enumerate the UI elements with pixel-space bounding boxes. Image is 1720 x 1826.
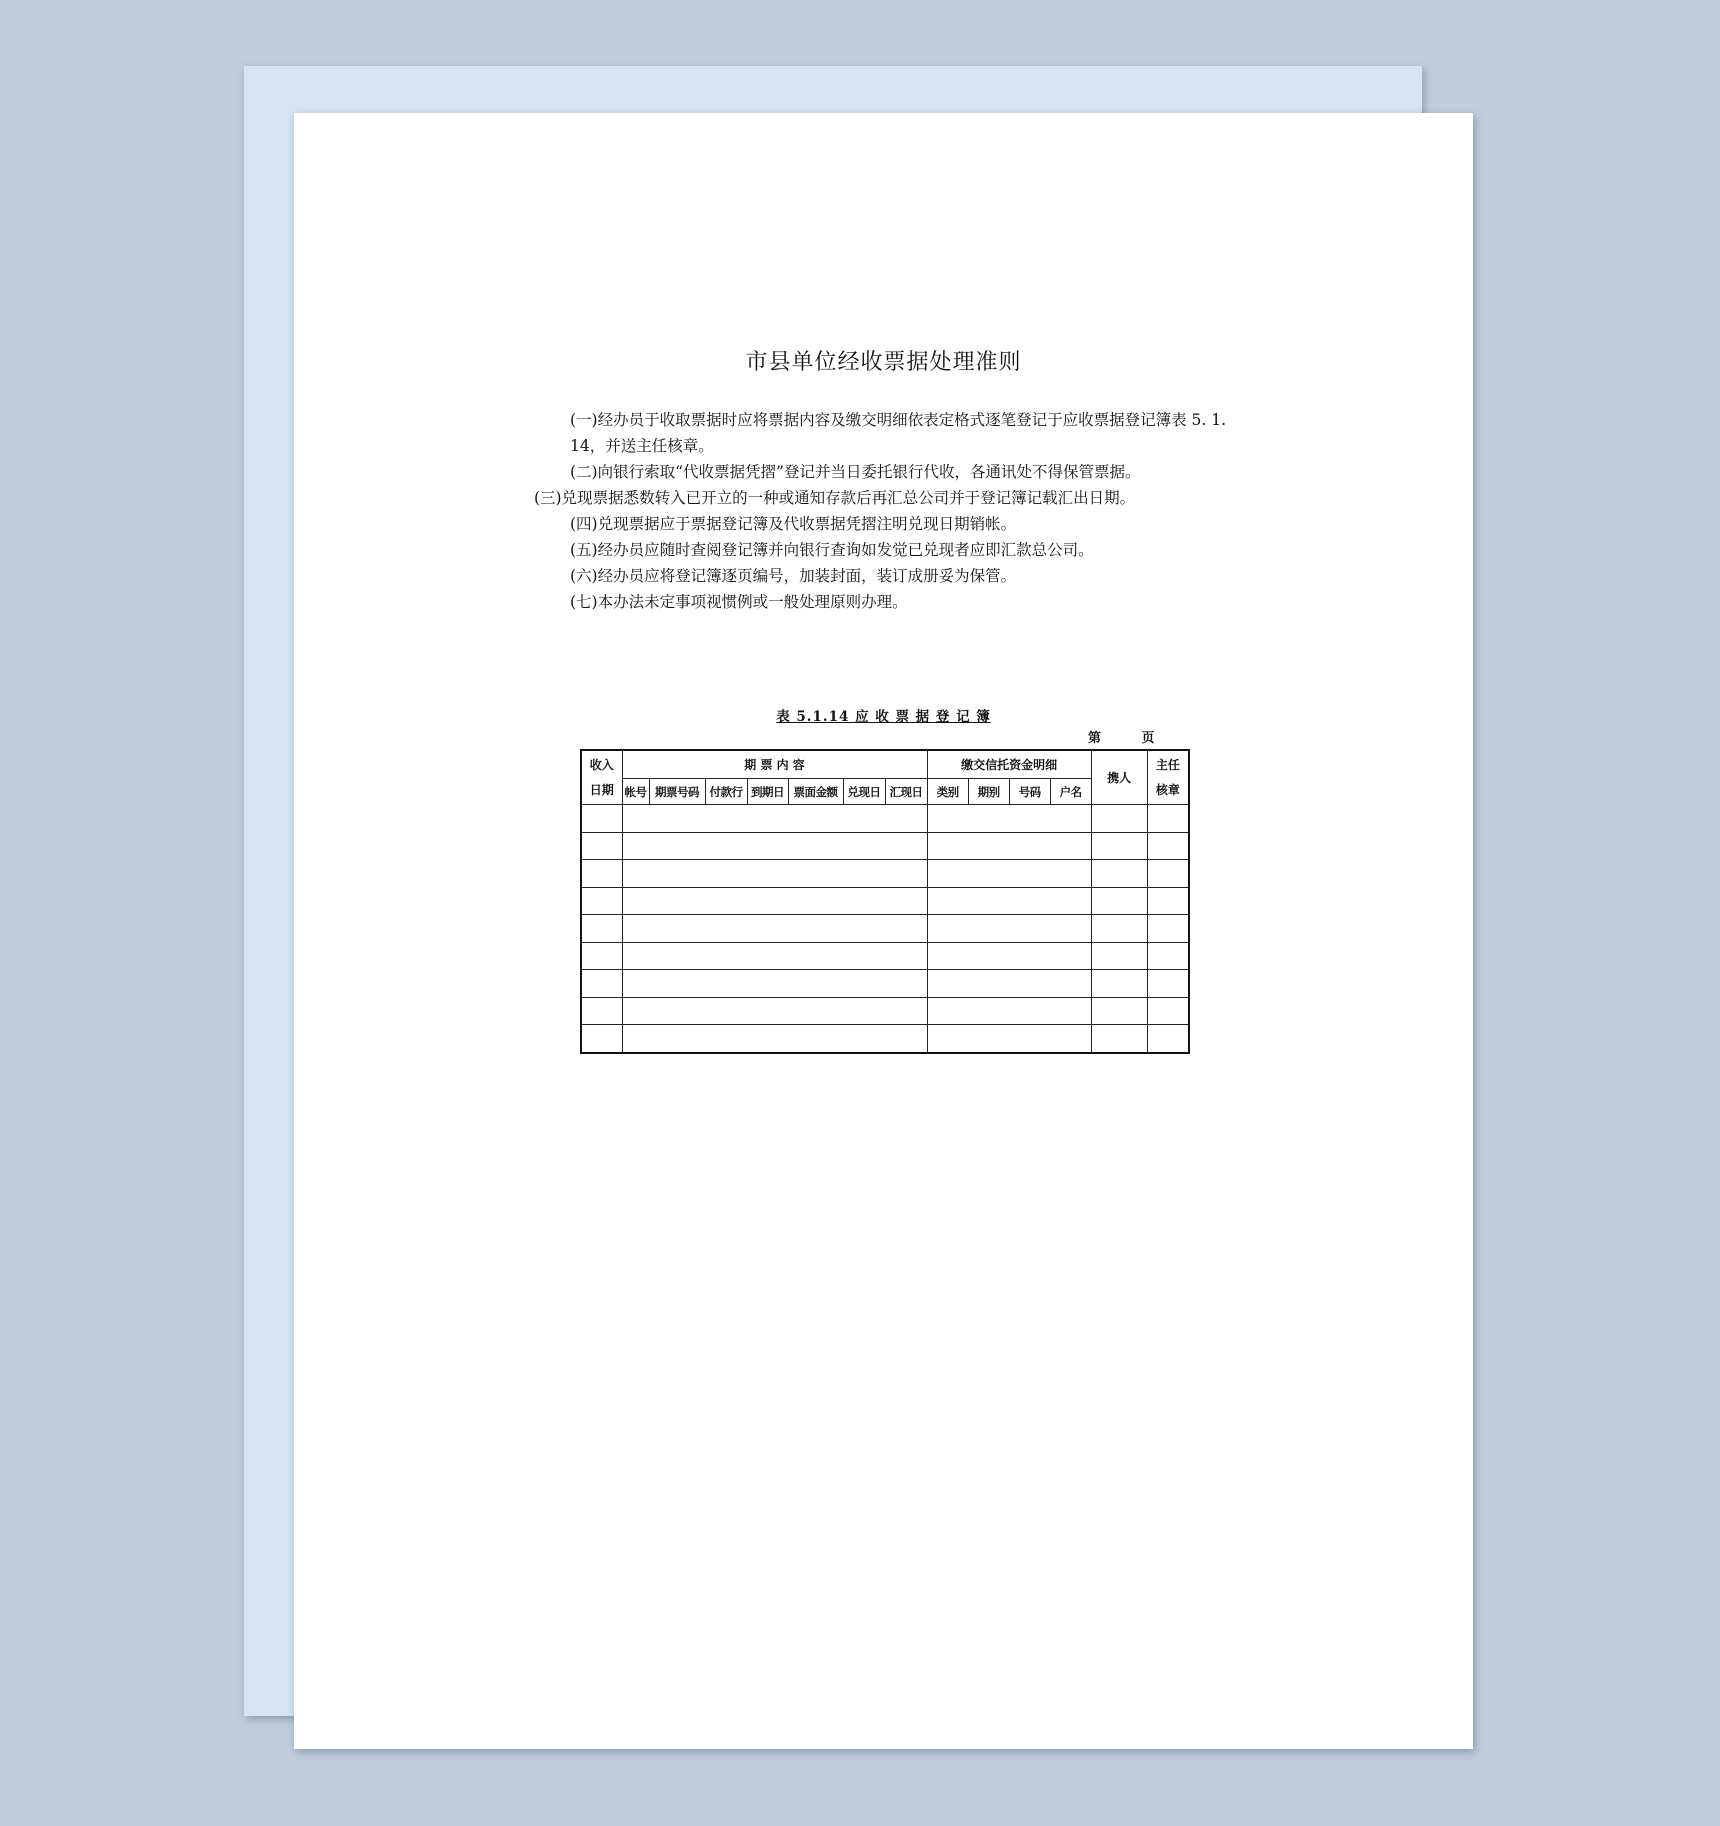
- paragraph-2: (二)向银行索取“代收票据凭摺”登记并当日委托银行代收，各通讯处不得保管票据。: [570, 463, 1141, 481]
- cell-deposit-detail: [927, 860, 1091, 888]
- table-caption: [294, 705, 1473, 725]
- document-title: 市县单位经收票据处理准则: [745, 350, 1022, 375]
- subheader-paying-bank: 付款行: [705, 779, 747, 805]
- subheader-period: 期别: [968, 779, 1009, 805]
- cell-receipt-date: [581, 832, 622, 860]
- cell-ticket-content: [622, 915, 927, 943]
- subheader-due-date: 到期日: [747, 779, 788, 805]
- paragraph-5: (五)经办员应随时查阅登记簿并向银行查询如发觉已兑现者应即汇款总公司。: [570, 541, 1094, 559]
- header-supervisor-line1: 主任: [1155, 757, 1180, 772]
- header-supervisor: [1147, 750, 1189, 805]
- table-row: [581, 997, 1189, 1025]
- subheader-ticket-number: 期票号码: [649, 779, 705, 805]
- paragraph-6: (六)经办员应将登记簿逐页编号，加装封面，装订成册妥为保管。: [570, 567, 1017, 585]
- table-row: [581, 970, 1189, 998]
- subheader-account: 帐号: [622, 779, 649, 805]
- paragraph-4: (四)兑现票据应于票据登记簿及代收票据凭摺注明兑现日期销帐。: [570, 515, 1017, 533]
- cell-deposit-detail: [927, 997, 1091, 1025]
- cell-receipt-date: [581, 915, 622, 943]
- paragraph-7: (七)本办法未定事项视惯例或一般处理原则办理。: [570, 593, 908, 611]
- cell-receipt-date: [581, 860, 622, 888]
- table-row: [581, 915, 1189, 943]
- cell-deposit-detail: [927, 1025, 1091, 1053]
- subheader-face-amount: 票面金额: [788, 779, 843, 805]
- table-row: [581, 887, 1189, 915]
- table-row: [581, 1025, 1189, 1053]
- cell-submitter: [1091, 860, 1147, 888]
- cell-supervisor: [1147, 915, 1189, 943]
- table-row: [581, 942, 1189, 970]
- cell-deposit-detail: [927, 805, 1091, 833]
- cell-ticket-content: [622, 997, 927, 1025]
- cell-deposit-detail: [927, 832, 1091, 860]
- cell-submitter: [1091, 942, 1147, 970]
- header-deposit-detail: 缴交信托资金明细: [927, 750, 1091, 779]
- cell-receipt-date: [581, 887, 622, 915]
- cell-ticket-content: [622, 970, 927, 998]
- document-body: [534, 407, 1234, 615]
- cell-deposit-detail: [927, 887, 1091, 915]
- cell-ticket-content: [622, 942, 927, 970]
- table-row: [581, 805, 1189, 833]
- header-submitter: 携人: [1091, 750, 1147, 805]
- cell-submitter: [1091, 997, 1147, 1025]
- cell-submitter: [1091, 970, 1147, 998]
- cell-deposit-detail: [927, 970, 1091, 998]
- header-receipt-date-line2: 日期: [589, 782, 614, 797]
- cell-ticket-content: [622, 860, 927, 888]
- cell-supervisor: [1147, 997, 1189, 1025]
- header-ticket-content: 期 票 内 容: [622, 750, 927, 779]
- cell-submitter: [1091, 832, 1147, 860]
- cell-supervisor: [1147, 887, 1189, 915]
- cell-ticket-content: [622, 832, 927, 860]
- subheader-cash-date: 兑现日: [843, 779, 885, 805]
- cell-submitter: [1091, 1025, 1147, 1053]
- header-supervisor-line2: 核章: [1155, 782, 1180, 797]
- cell-submitter: [1091, 805, 1147, 833]
- cell-supervisor: [1147, 1025, 1189, 1053]
- cell-ticket-content: [622, 1025, 927, 1053]
- subheader-number: 号码: [1009, 779, 1050, 805]
- ledger-table: [580, 749, 1190, 1054]
- cell-receipt-date: [581, 942, 622, 970]
- cell-submitter: [1091, 915, 1147, 943]
- subheader-category: 类别: [927, 779, 968, 805]
- cell-receipt-date: [581, 970, 622, 998]
- cell-supervisor: [1147, 805, 1189, 833]
- cell-receipt-date: [581, 805, 622, 833]
- cell-ticket-content: [622, 887, 927, 915]
- cell-receipt-date: [581, 1025, 622, 1053]
- page-number-label: 第 页: [1088, 731, 1155, 746]
- cell-submitter: [1091, 887, 1147, 915]
- document-page: [294, 113, 1473, 1749]
- cell-receipt-date: [581, 997, 622, 1025]
- ledger-table-wrap: [580, 749, 1190, 1054]
- cell-supervisor: [1147, 860, 1189, 888]
- cell-supervisor: [1147, 942, 1189, 970]
- subheader-remit-date: 汇现日: [885, 779, 927, 805]
- table-row: [581, 860, 1189, 888]
- table-caption-text: 表 5.1.14 应 收 票 据 登 记 簿: [776, 709, 991, 725]
- table-row: [581, 832, 1189, 860]
- header-receipt-date-line1: 收入: [589, 757, 614, 772]
- paragraph-1: (一)经办员于收取票据时应将票据内容及缴交明细依表定格式逐笔登记于应收票据登记簿表 5. 1. 14，并送主任核章。: [570, 411, 1227, 455]
- cell-supervisor: [1147, 832, 1189, 860]
- ledger-body: [581, 805, 1189, 1053]
- cell-supervisor: [1147, 970, 1189, 998]
- cell-ticket-content: [622, 805, 927, 833]
- cell-deposit-detail: [927, 915, 1091, 943]
- paragraph-3: (三)兑现票据悉数转入已开立的一种或通知存款后再汇总公司并于登记簿记载汇出日期。: [534, 489, 1136, 507]
- cell-deposit-detail: [927, 942, 1091, 970]
- header-receipt-date: [581, 750, 622, 805]
- subheader-account-name: 户名: [1050, 779, 1091, 805]
